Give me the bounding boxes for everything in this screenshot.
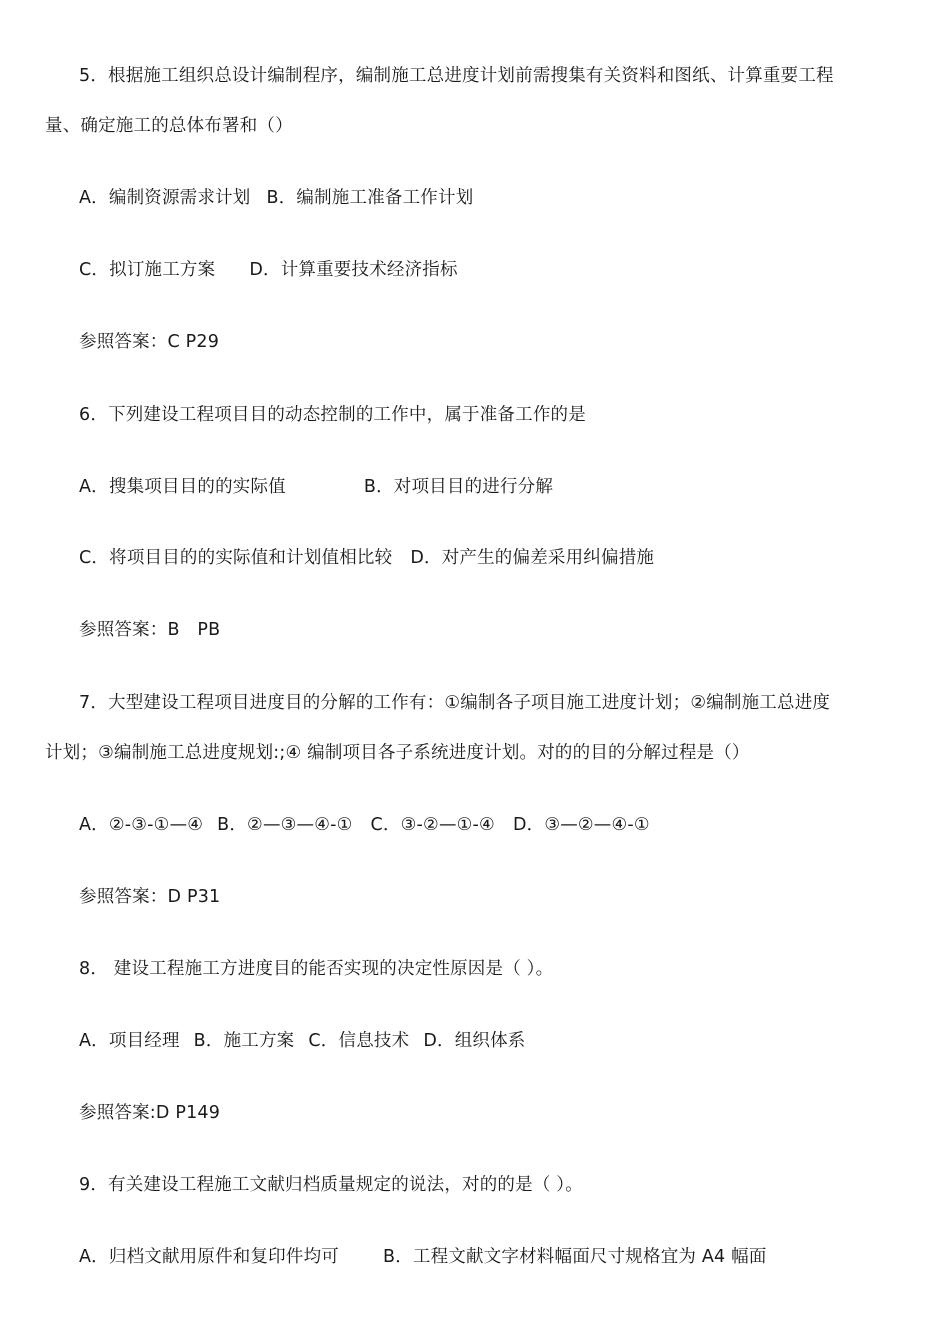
q9-options-ab bbox=[79, 1245, 767, 1269]
q9-option-a: A．归档文献用原件和复印件均可 bbox=[79, 1247, 339, 1267]
q7-stem-line2: 计划；③编制施工总进度规划:;④ 编制项目各子系统进度计划。对的的目的分解过程是（） bbox=[45, 743, 750, 763]
q8-stem-line1: 8． 建设工程施工方进度目的能否实现的决定性原因是（ ）。 bbox=[79, 959, 554, 979]
q8-option-c: C．信息技术 bbox=[308, 1031, 410, 1051]
q6-answer: 参照答案：B PB bbox=[79, 620, 221, 640]
q9-option-b: B．工程文献文字材料幅面尺寸规格宜为 A4 幅面 bbox=[382, 1247, 767, 1267]
q6-stem-line1: 6．下列建设工程项目目的动态控制的工作中，属于准备工作的是 bbox=[79, 405, 586, 425]
q5-option-d: D．计算重要技术经济指标 bbox=[249, 260, 458, 280]
q7-options bbox=[79, 813, 650, 837]
q6-option-a: A．搜集项目目的的实际值 bbox=[79, 477, 286, 497]
q8-option-b: B．施工方案 bbox=[193, 1031, 295, 1051]
q8-answer: 参照答案:D P149 bbox=[79, 1103, 221, 1123]
q7-stem-line1: 7．大型建设工程项目进度目的分解的工作有：①编制各子项目施工进度计划；②编制施工总进度 bbox=[79, 693, 831, 713]
q7-option-c: C．③-②—①-④ bbox=[370, 815, 495, 835]
q6-option-b: B．对项目目的进行分解 bbox=[363, 477, 554, 497]
q5-options-ab bbox=[79, 186, 473, 210]
q6-option-d: D．对产生的偏差采用纠偏措施 bbox=[410, 548, 655, 568]
q5-option-c: C．拟订施工方案 bbox=[79, 260, 216, 280]
q8-option-a: A．项目经理 bbox=[79, 1031, 180, 1051]
q8-options bbox=[79, 1029, 526, 1053]
q5-stem-line2: 量、确定施工的总体布署和（） bbox=[45, 116, 293, 136]
q6-option-c: C．将项目目的的实际值和计划值相比较 bbox=[79, 548, 393, 568]
q5-option-b: B．编制施工准备工作计划 bbox=[266, 188, 474, 208]
q8-option-d: D．组织体系 bbox=[423, 1031, 526, 1051]
q5-stem-line1: 5．根据施工组织总设计编制程序，编制施工总进度计划前需搜集有关资料和图纸、计算重要工程 bbox=[79, 66, 834, 86]
q5-answer: 参照答案：C P29 bbox=[79, 332, 220, 352]
q5-options-cd bbox=[79, 258, 458, 282]
q7-answer: 参照答案：D P31 bbox=[79, 887, 221, 907]
q6-options-ab bbox=[79, 475, 553, 499]
q7-option-a: A．②-③-①—④ bbox=[79, 815, 204, 835]
q5-option-a: A．编制资源需求计划 bbox=[79, 188, 251, 208]
q9-stem-line1: 9．有关建设工程施工文献归档质量规定的说法，对的的是（ ）。 bbox=[79, 1175, 583, 1195]
q6-options-cd bbox=[79, 546, 654, 570]
q7-option-b: B．②—③—④-① bbox=[217, 815, 353, 835]
q7-option-d: D．③—②—④-① bbox=[512, 815, 650, 835]
